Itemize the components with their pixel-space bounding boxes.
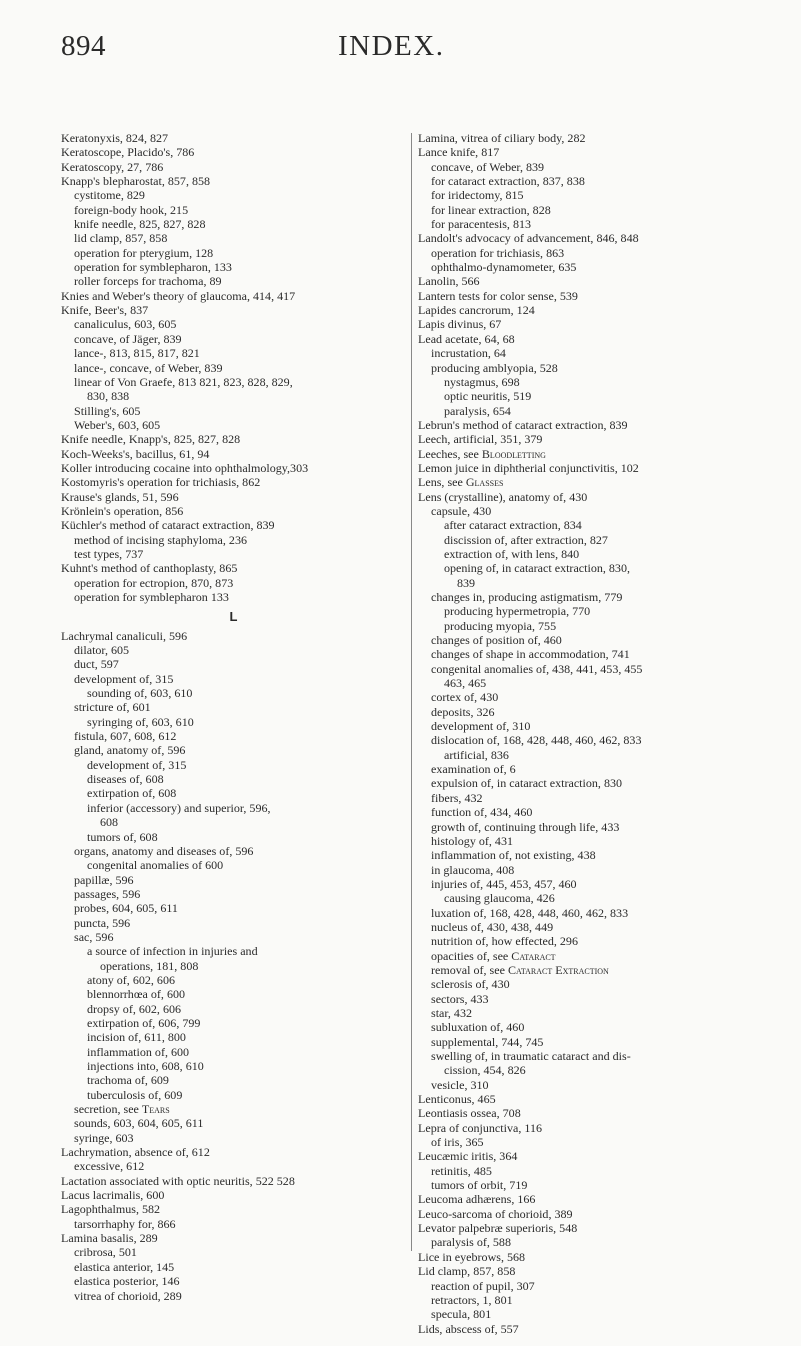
page-title: INDEX. <box>338 30 445 62</box>
index-entry: Lance knife, 817 <box>418 145 500 160</box>
index-entry: Lids, abscess of, 557 <box>418 1321 519 1336</box>
index-entry: capsule, 430 <box>431 503 492 518</box>
index-entry: Knapp's blepharostat, 857, 858 <box>61 174 211 189</box>
index-entry: Lamina basalis, 289 <box>61 1231 158 1246</box>
index-entry: elastica anterior, 145 <box>74 1259 175 1274</box>
index-entry: Leuco-sarcoma of chorioid, 389 <box>418 1206 573 1221</box>
index-entry: Knies and Weber's theory of glaucoma, 414, 417 <box>61 288 296 303</box>
index-entry: tumors of, 608 <box>87 829 158 844</box>
page-header <box>0 30 801 74</box>
index-entry: stricture of, 601 <box>74 700 151 715</box>
index-entry: concave, of Weber, 839 <box>431 159 545 174</box>
index-entry: cission, 454, 826 <box>444 1063 526 1078</box>
index-entry: vitrea of chorioid, 289 <box>74 1288 182 1303</box>
index-entry: development of, 315 <box>87 757 187 772</box>
index-entry: Keratonyxis, 824, 827 <box>61 131 169 145</box>
index-entry: Lens (crystalline), anatomy of, 430 <box>418 489 588 504</box>
index-entry: excessive, 612 <box>74 1159 145 1174</box>
index-entry: duct, 597 <box>74 657 119 672</box>
index-entry: Lens, see Glasses <box>418 475 504 490</box>
index-entry: Lantern tests for color sense, 539 <box>418 288 578 303</box>
index-entry: Krönlein's operation, 856 <box>61 503 184 518</box>
index-entry: sounds, 603, 604, 605, 611 <box>74 1116 204 1131</box>
index-entry: Lapis divinus, 67 <box>418 317 502 332</box>
index-entry: Keratoscope, Placido's, 786 <box>61 145 195 160</box>
index-entry: for linear extraction, 828 <box>431 202 551 217</box>
index-entry: Lachrymation, absence of, 612 <box>61 1145 210 1160</box>
index-entry: Stilling's, 605 <box>74 403 141 418</box>
index-entry: retinitis, 485 <box>431 1163 492 1178</box>
index-entry: operations, 181, 808 <box>100 958 199 973</box>
index-entry: concave, of Jäger, 839 <box>74 331 182 346</box>
index-entry: Leucoma adhærens, 166 <box>418 1192 536 1207</box>
index-entry: tumors of orbit, 719 <box>431 1178 528 1193</box>
index-entry: retractors, 1, 801 <box>431 1292 513 1307</box>
index-entry: growth of, continuing through life, 433 <box>431 819 620 834</box>
index-entry: dilator, 605 <box>74 643 130 658</box>
index-entry: Küchler's method of cataract extraction, 839 <box>61 518 275 533</box>
index-entry: examination of, 6 <box>431 762 516 777</box>
index-entry: sectors, 433 <box>431 991 489 1006</box>
index-entry: dislocation of, 168, 428, 448, 460, 462, 833 <box>431 733 642 748</box>
index-entry: after cataract extraction, 834 <box>444 518 582 533</box>
index-entry: 608 <box>100 815 119 830</box>
index-entry: Lebrun's method of cataract extraction, 839 <box>418 417 628 432</box>
index-entry: Lapides cancrorum, 124 <box>418 303 535 318</box>
index-entry: for paracentesis, 813 <box>431 217 532 232</box>
index-entry: nutrition of, how effected, 296 <box>431 934 578 949</box>
index-entry: swelling of, in traumatic cataract and dis- <box>431 1049 631 1063</box>
index-entry: Leeches, see Bloodletting <box>418 446 546 461</box>
index-entry: Kostomyris's operation for trichiasis, 862 <box>61 475 261 490</box>
index-entry: passages, 596 <box>74 886 141 901</box>
index-entry: star, 432 <box>431 1005 473 1020</box>
index-entry: tuberculosis of, 609 <box>87 1087 183 1102</box>
index-entry: opening of, in cataract extraction, 830, <box>444 561 630 576</box>
index-entry: changes in, producing astigmatism, 779 <box>431 590 623 604</box>
index-entry: fibers, 432 <box>431 790 483 805</box>
index-entry: histology of, 431 <box>431 833 513 848</box>
index-entry: test types, 737 <box>74 546 144 561</box>
index-entry: paralysis of, 588 <box>431 1235 511 1250</box>
index-entry: injuries of, 445, 453, 457, 460 <box>431 876 577 891</box>
index-entry: of iris, 365 <box>431 1135 484 1150</box>
index-entry: linear of Von Graefe, 813 821, 823, 828, 829, <box>74 374 293 389</box>
index-entry: Weber's, 603, 605 <box>74 417 161 432</box>
index-entry: Lice in eyebrows, 568 <box>418 1249 526 1264</box>
index-entry: probes, 604, 605, 611 <box>74 901 178 916</box>
index-entry: fistula, 607, 608, 612 <box>74 729 177 744</box>
index-entry: dropsy of, 602, 606 <box>87 1001 182 1016</box>
index-entry: operation for ectropion, 870, 873 <box>74 575 234 590</box>
index-entry: Levator palpebræ superioris, 548 <box>418 1221 578 1236</box>
index-entry: opacities of, see Cataract <box>431 948 556 963</box>
index-column-left <box>61 131 406 1303</box>
index-entry: Koch-Weeks's, bacillus, 61, 94 <box>61 446 210 461</box>
index-entry: trachoma of, 609 <box>87 1073 169 1088</box>
index-entry: Keratoscopy, 27, 786 <box>61 159 164 174</box>
index-entry: Lanolin, 566 <box>418 274 480 289</box>
index-entry: Koller introducing cocaine into ophthalmology,303 <box>61 460 309 475</box>
index-entry: discission of, after extraction, 827 <box>444 532 608 547</box>
column-divider <box>411 133 412 1251</box>
index-entry: Lid clamp, 857, 858 <box>418 1264 516 1279</box>
index-entry: changes of position of, 460 <box>431 633 562 648</box>
index-entry: cortex of, 430 <box>431 690 499 705</box>
index-entry: removal of, see Cataract Extraction <box>431 962 609 977</box>
index-entry: Lachrymal canaliculi, 596 <box>61 628 188 643</box>
index-entry: elastica posterior, 146 <box>74 1274 180 1289</box>
index-entry: reaction of pupil, 307 <box>431 1278 535 1293</box>
index-entry: papillæ, 596 <box>74 872 134 887</box>
index-entry: Lead acetate, 64, 68 <box>418 331 515 346</box>
index-entry: secretion, see Tears <box>74 1102 170 1117</box>
index-entry: sounding of, 603, 610 <box>87 686 193 701</box>
index-entry: Leontiasis ossea, 708 <box>418 1106 521 1121</box>
index-entry: lid clamp, 857, 858 <box>74 231 168 246</box>
index-entry: Krause's glands, 51, 596 <box>61 489 179 504</box>
index-entry: 839 <box>457 575 476 590</box>
index-entry: operation for symblepharon, 133 <box>74 260 232 275</box>
index-entry: extirpation of, 606, 799 <box>87 1015 201 1030</box>
index-entry: Lagophthalmus, 582 <box>61 1202 161 1217</box>
index-entry: artificial, 836 <box>444 747 509 762</box>
index-column-right <box>418 131 776 1336</box>
index-entry: luxation of, 168, 428, 448, 460, 462, 833 <box>431 905 629 920</box>
index-entry: development of, 315 <box>74 671 174 686</box>
index-entry: method of incising staphyloma, 236 <box>74 532 247 547</box>
index-entry: tarsorrhaphy for, 866 <box>74 1216 176 1231</box>
index-entry: Leech, artificial, 351, 379 <box>418 432 543 447</box>
index-entry: canaliculus, 603, 605 <box>74 317 177 332</box>
index-entry: Landolt's advocacy of advancement, 846, 848 <box>418 231 639 246</box>
index-entry: 830, 838 <box>87 389 130 404</box>
index-entry: nystagmus, 698 <box>444 374 520 389</box>
index-entry: function of, 434, 460 <box>431 805 533 820</box>
index-entry: changes of shape in accommodation, 741 <box>431 647 630 662</box>
index-entry: inferior (accessory) and superior, 596, <box>87 800 271 815</box>
index-entry: extraction of, with lens, 840 <box>444 546 580 561</box>
index-entry: Lactation associated with optic neuritis, 522 528 <box>61 1173 295 1188</box>
index-entry: vesicle, 310 <box>431 1077 489 1092</box>
index-entry: incision of, 611, 800 <box>87 1030 186 1045</box>
index-entry: organs, anatomy and diseases of, 596 <box>74 843 254 858</box>
index-entry: atony of, 602, 606 <box>87 972 175 987</box>
index-entry: diseases of, 608 <box>87 772 164 787</box>
index-entry: Lacus lacrimalis, 600 <box>61 1188 165 1203</box>
index-entry: for iridectomy, 815 <box>431 188 524 203</box>
index-entry: deposits, 326 <box>431 704 495 719</box>
index-entry: producing myopia, 755 <box>444 618 557 633</box>
index-entry: producing hypermetropia, 770 <box>444 604 591 619</box>
index-entry: operation for pterygium, 128 <box>74 245 214 260</box>
index-entry: a source of infection in injuries and <box>87 944 258 959</box>
index-entry: producing amblyopia, 528 <box>431 360 558 375</box>
index-entry: Lamina, vitrea of ciliary body, 282 <box>418 131 586 145</box>
index-entry: foreign-body hook, 215 <box>74 202 189 217</box>
index-entry: knife needle, 825, 827, 828 <box>74 217 206 232</box>
index-entry: inflammation of, not existing, 438 <box>431 848 596 863</box>
index-entry: supplemental, 744, 745 <box>431 1034 544 1049</box>
index-entry: blennorrhœa of, 600 <box>87 987 186 1002</box>
index-entry: puncta, 596 <box>74 915 131 930</box>
index-entry: injections into, 608, 610 <box>87 1059 204 1073</box>
index-entry: ophthalmo-dynamometer, 635 <box>431 260 577 275</box>
index-entry: for cataract extraction, 837, 838 <box>431 174 585 189</box>
index-entry: sclerosis of, 430 <box>431 977 510 992</box>
index-entry: incrustation, 64 <box>431 346 506 361</box>
index-entry: in glaucoma, 408 <box>431 862 515 877</box>
index-entry: extirpation of, 608 <box>87 786 177 801</box>
index-entry: cystitome, 829 <box>74 188 145 203</box>
index-entry: Kuhnt's method of canthoplasty, 865 <box>61 561 238 576</box>
index-entry: subluxation of, 460 <box>431 1020 525 1035</box>
index-entry: Lemon juice in diphtherial conjunctivitis, 102 <box>418 460 639 475</box>
index-entry: development of, 310 <box>431 719 531 734</box>
index-entry: operation for trichiasis, 863 <box>431 245 565 260</box>
section-letter: L <box>229 609 238 625</box>
index-entry: congenital anomalies of, 438, 441, 453, 455 <box>431 661 643 676</box>
index-entry: gland, anatomy of, 596 <box>74 743 186 758</box>
index-entry: syringing of, 603, 610 <box>87 714 194 729</box>
index-entry: Lepra of conjunctiva, 116 <box>418 1120 542 1135</box>
index-entry: Leucæmic iritis, 364 <box>418 1149 518 1164</box>
index-entry: expulsion of, in cataract extraction, 830 <box>431 776 623 791</box>
index-entry: Knife, Beer's, 837 <box>61 303 149 318</box>
page-number: 894 <box>61 30 106 62</box>
index-entry: nucleus of, 430, 438, 449 <box>431 919 554 934</box>
index-entry: operation for symblepharon 133 <box>74 590 229 604</box>
index-entry: optic neuritis, 519 <box>444 389 532 404</box>
index-entry: syringe, 603 <box>74 1130 134 1145</box>
index-entry: inflammation of, 600 <box>87 1044 190 1059</box>
index-entry: Lenticonus, 465 <box>418 1092 496 1107</box>
index-entry: specula, 801 <box>431 1307 492 1322</box>
index-entry: sac, 596 <box>74 929 114 944</box>
index-entry: congenital anomalies of 600 <box>87 858 224 873</box>
index-entry: 463, 465 <box>444 676 487 691</box>
index-entry: causing glaucoma, 426 <box>444 891 555 906</box>
index-entry: lance-, concave, of Weber, 839 <box>74 360 223 375</box>
index-entry: roller forceps for trachoma, 89 <box>74 274 222 289</box>
index-entry: Knife needle, Knapp's, 825, 827, 828 <box>61 432 241 447</box>
index-entry: cribrosa, 501 <box>74 1245 137 1260</box>
index-entry: lance-, 813, 815, 817, 821 <box>74 346 200 361</box>
index-entry: paralysis, 654 <box>444 403 511 418</box>
